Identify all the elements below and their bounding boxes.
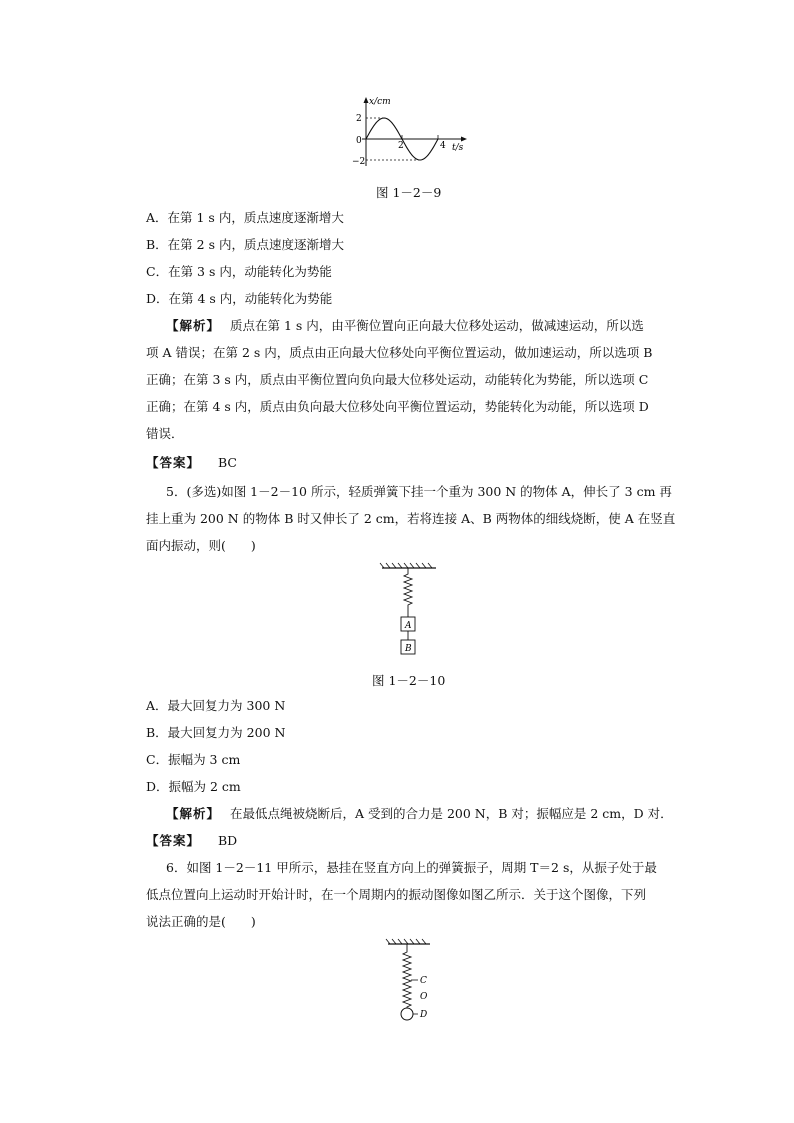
question-stem: 面内振动，则( ) (146, 538, 256, 553)
y-tick-neg: −2 (352, 157, 366, 167)
figure-1-2-9-graph (352, 94, 472, 170)
answer-tag: 【答案】 (146, 833, 201, 848)
option-c: C．在第 3 s 内，动能转化为势能 (146, 264, 332, 279)
analysis-text: 在最低点绳被烧断后，A 受到的合力是 200 N，B 对；振幅应是 2 cm，D 对． (230, 806, 673, 821)
analysis-line: 项 A 错误；在第 2 s 内，质点由正向最大位移处向平衡位置运动，做加速运动，所以选项 B (146, 345, 653, 360)
figure-caption: 图 1－2－10 (372, 673, 446, 688)
question-stem: 挂上重为 200 N 的物体 B 时又伸长了 2 cm，若将连接 A、B 两物体的细线烧断，使 A 在竖直 (146, 511, 676, 526)
analysis-line: 错误． (146, 426, 184, 441)
question-stem: 6．如图 1－2－11 甲所示，悬挂在竖直方向上的弹簧振子，周期 T＝2 s，从振子处于最 (166, 860, 657, 875)
figure-1-2-11-oscillator (384, 938, 444, 1026)
question-stem: 说法正确的是( ) (146, 914, 256, 929)
analysis-tag: 【解析】 (166, 318, 221, 333)
option-d: D．振幅为 2 cm (146, 779, 241, 794)
point-c-label: C (420, 976, 427, 986)
origin-label: 0 (356, 136, 362, 146)
option-c: C．振幅为 3 cm (146, 752, 241, 767)
question-stem: 5．(多选)如图 1－2－10 所示，轻质弹簧下挂一个重为 300 N 的物体 A，伸长了 3 cm 再 (166, 484, 672, 499)
x-axis-label: t/s (452, 143, 464, 153)
analysis-line: 正确；在第 3 s 内，质点由平衡位置向负向最大位移处运动，动能转化为势能，所以选项 C (146, 372, 649, 387)
x-tick-mid: 2 (398, 141, 404, 151)
block-b-label: B (405, 644, 412, 654)
option-d: D．在第 4 s 内，动能转化为势能 (146, 291, 333, 306)
analysis-line: 质点在第 1 s 内，由平衡位置向正向最大位移处运动，做减速运动，所以选 (230, 318, 644, 333)
option-b: B．最大回复力为 200 N (146, 725, 286, 740)
question-stem: 低点位置向上运动时开始计时，在一个周期内的振动图像如图乙所示．关于这个图像，下列 (146, 887, 647, 902)
y-axis-label: x/cm (369, 97, 391, 107)
block-a-label: A (405, 621, 412, 631)
figure-caption: 图 1－2－9 (376, 185, 442, 200)
option-b: B．在第 2 s 内，质点速度逐渐增大 (146, 237, 344, 252)
answer-tag: 【答案】 (146, 455, 201, 470)
analysis-line: 正确；在第 4 s 内，质点由负向最大位移处向平衡位置运动，势能转化为动能，所以选项 D (146, 399, 649, 414)
point-d-label: D (420, 1010, 428, 1020)
answer-value: BC (218, 455, 237, 470)
figure-1-2-10-spring (376, 562, 440, 660)
option-a: A．在第 1 s 内，质点速度逐渐增大 (146, 210, 344, 225)
y-tick-pos: 2 (356, 114, 362, 124)
point-o-label: O (420, 992, 428, 1002)
x-tick-end: 4 (440, 141, 446, 151)
analysis-tag: 【解析】 (166, 806, 221, 821)
answer-value: BD (218, 833, 238, 848)
option-a: A．最大回复力为 300 N (146, 698, 286, 713)
